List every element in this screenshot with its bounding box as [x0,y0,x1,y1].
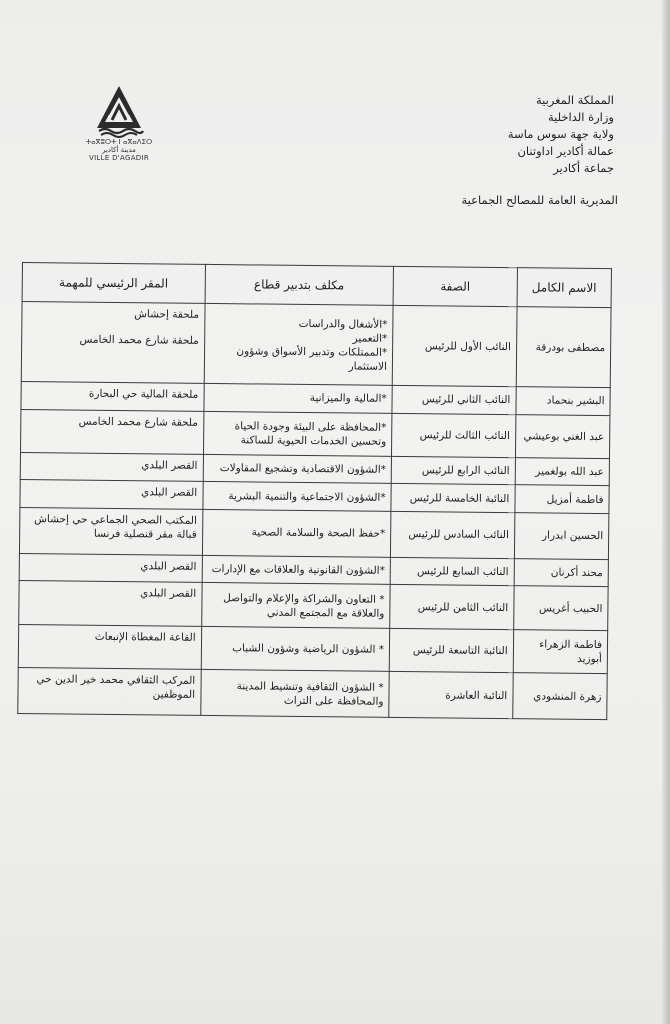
cell-sector [202,509,391,557]
header-hq: المقر الرئيسي للمهمة [22,263,205,304]
hq-item: ملحقة شارع محمد الخامس [79,333,199,347]
table-row [18,624,607,673]
table-row [19,581,608,630]
cell-title: النائب الثاني للرئيس [392,385,516,414]
table-body [18,302,611,720]
cell-name: فاطمة الزهراء أبوزيد [513,629,608,673]
table-row [19,507,608,559]
sector-item: *الشؤون الاقتصادية وتشجيع المقاولات [219,462,386,476]
cell-hq [19,581,202,626]
cell-hq [19,507,202,555]
sector-item: * الشؤون الثقافية وتنشيط المدينة والمحافظة على التراث [236,679,384,708]
cell-hq [18,668,201,716]
cell-sector [203,411,392,456]
cell-name: الحسين ابدرار [514,513,609,560]
cell-name: زهرة المنشودي [513,673,608,720]
sector-item: * الشؤون الرياضية وشؤون الشباب [232,642,385,656]
letterhead-line: جماعة أكادير [553,161,614,175]
header-title: الصفة [393,266,517,306]
assignments-table-wrap [17,262,612,720]
cell-sector [203,482,392,512]
logo-arabic: مدينة أكادير [102,146,136,154]
city-logo [84,84,154,174]
cell-hq [21,302,204,384]
cell-sector [203,454,392,484]
sector-item: *المالية والميزانية [309,392,387,406]
hq-item: ملحقة إحشاش [134,308,200,321]
sector-item: *الممتلكات وتدبير الأسواق وشؤون الاستثمار [236,344,388,373]
sector-item: *الشؤون الاجتماعية والتنمية البشرية [228,489,386,504]
cell-sector [204,303,393,385]
cell-title: النائبة العاشرة [389,671,513,718]
cell-name: مصطفى بودرقة [516,307,611,388]
table-row [21,302,611,388]
cell-title: النائب السابع للرئيس [390,557,514,586]
assignments-table [17,262,612,720]
table-row [21,409,610,458]
header-sector: مكلف بتدبير قطاع [205,264,394,305]
sector-item: *التعمير [352,331,388,345]
letterhead-line: المملكة المغربية [535,93,614,107]
logo-tifinagh: ⵜⴰⴳⵓⵔⵜ ⵏ ⴰⴳⴰⴷⵉⵔ [85,138,153,146]
letterhead-line: عمالة أكادير اداوتنان [517,144,614,158]
cell-sector [200,669,389,717]
letterhead-line: وزارة الداخلية [547,110,614,124]
logo-latin: VILLE D'AGADIR [88,154,149,162]
directorate-title: المديرية العامة للمصالح الجماعية [461,193,618,207]
agadir-city-logo-icon [91,84,147,138]
cell-hq [21,382,204,411]
cell-title: النائب الثالث للرئيس [392,413,516,458]
cell-title: النائب الرابع للرئيس [391,456,515,485]
cell-title: النائب الأول للرئيس [392,305,517,386]
cell-sector [201,583,390,628]
cell-title: النائبة الخامسة للرئيس [391,484,515,513]
sector-item: *الأشغال والدراسات [298,317,388,331]
cell-name: عبد الله بولغمير [515,458,610,487]
cell-name: محند أكرنان [514,559,609,588]
page-edge-shadow [662,0,670,1024]
hq-item: القصر البلدي [140,486,198,500]
hq-item: القصر البلدي [140,560,197,573]
cell-sector [201,626,390,671]
hq-item: ملحقة المالية حي البحارة [88,387,199,401]
letterhead [354,92,614,177]
hq-item: ملحقة شارع محمد الخامس [78,415,199,429]
cell-hq [18,624,201,669]
sector-item: * التعاون والشراكة والإعلام والتواصل والعلاقة مع المجتمع المدني [223,591,385,620]
sector-item: *المحافظة على البيئة وجودة الحياة وتحسين الخدمات الحيوية للساكنة [234,419,387,448]
table-row [18,668,607,720]
cell-name: عبد الغني بوعيشي [515,414,610,458]
sector-item: *حفظ الصحة والسلامة الصحية [251,526,386,541]
cell-hq [19,553,202,582]
header-name: الاسم الكامل [517,268,612,308]
cell-hq [20,452,203,481]
hq-item: القاعة المغطاة الإنبعاث [94,630,196,644]
cell-title: النائبة التاسعة للرئيس [389,628,513,673]
cell-title: النائب الثامن للرئيس [390,585,514,630]
hq-item: المركب الثقافي محمد خير الدين حي الموظفين [36,673,196,701]
cell-name: فاطمة أمزيل [515,485,610,514]
hq-item: المكتب الصحي الجماعي حي إحشاش قبالة مقر قنصلية فرنسا [34,513,197,541]
cell-hq [21,409,204,454]
cell-hq [20,480,203,509]
table-header-row [22,263,611,308]
cell-name: البشير بنحماد [516,387,611,416]
cell-sector [204,383,393,413]
hq-item: القصر البلدي [139,587,197,601]
sector-item: *الشؤون القانونية والعلاقات مع الإدارات [211,563,385,577]
hq-item: القصر البلدي [141,459,198,472]
cell-name: الحبيب أغريس [513,586,608,630]
cell-title: النائب السادس للرئيس [391,511,515,558]
cell-sector [202,555,391,585]
letterhead-line: ولاية جهة سوس ماسة [507,127,614,141]
